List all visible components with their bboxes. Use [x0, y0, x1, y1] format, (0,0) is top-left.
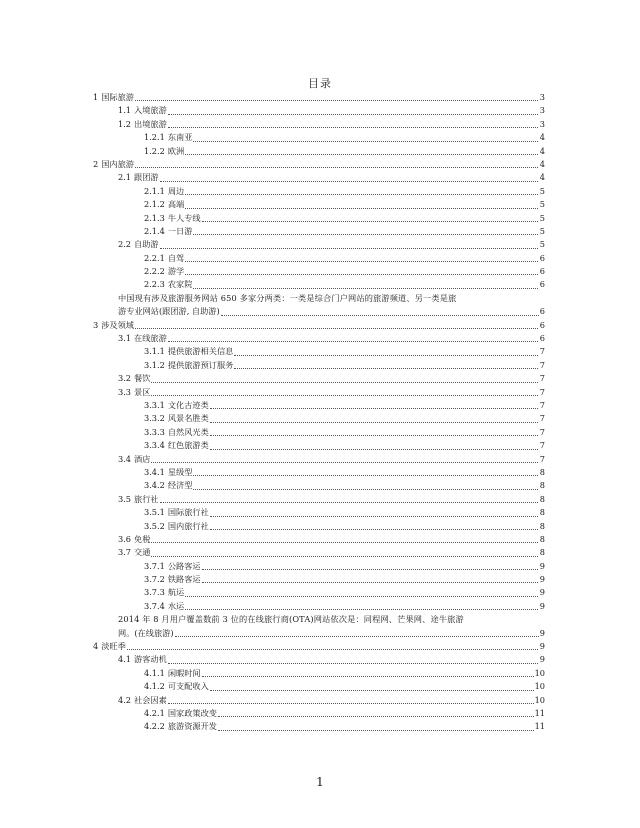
- leader-dots: [160, 502, 538, 503]
- toc-entry[interactable]: [93, 520, 545, 533]
- toc-paragraph-line: 中国现有涉及旅游服务网站 650 多家分两类：一类是综合门户网站的旅游频道、另一类是旅: [118, 292, 457, 303]
- leader-dots: [202, 569, 538, 570]
- toc-entry[interactable]: [93, 131, 545, 144]
- toc-entry[interactable]: [93, 91, 545, 104]
- leader-dots: [185, 596, 538, 597]
- toc-entry-page: 7: [539, 373, 545, 384]
- toc-entry-page: 8: [539, 493, 545, 504]
- toc-entry-text: 旅游资源开发: [167, 721, 217, 732]
- toc-entry-text: 入境旅游: [134, 105, 167, 116]
- toc-entry-page: 3: [539, 105, 545, 116]
- toc-entry-number: 3.7.3: [144, 587, 165, 598]
- toc-entry-page: 9: [539, 600, 545, 611]
- toc-entry-page: 4: [539, 158, 545, 169]
- leader-dots: [185, 208, 538, 209]
- toc-entry[interactable]: [93, 118, 545, 131]
- toc-entry[interactable]: [93, 158, 545, 171]
- toc-entry-text: 国内旅行社: [167, 520, 209, 531]
- toc-entry-number: 2: [93, 158, 99, 169]
- toc-entry-page: 10: [534, 681, 545, 692]
- leader-dots: [135, 167, 538, 168]
- toc-entry-page: 7: [539, 440, 545, 451]
- leader-dots: [151, 382, 538, 383]
- toc-entry[interactable]: [93, 600, 545, 613]
- toc-entry[interactable]: [93, 278, 545, 291]
- toc-entry-number: 3.5.2: [144, 520, 165, 531]
- toc-entry[interactable]: [93, 546, 545, 559]
- leader-dots: [218, 730, 534, 731]
- toc-entry[interactable]: [93, 573, 545, 586]
- toc-entry-number: 2.2: [118, 239, 132, 250]
- toc-entry-number: 4.2.2: [144, 721, 165, 732]
- leader-dots: [221, 315, 539, 316]
- toc-entry-page: 11: [534, 707, 545, 718]
- toc-entry-number: 4.2.1: [144, 707, 165, 718]
- toc-entry-number: 3.3.2: [144, 413, 165, 424]
- leader-dots: [210, 690, 534, 691]
- toc-entry-page: 8: [539, 507, 545, 518]
- leader-dots: [160, 181, 538, 182]
- toc-entry-number: 3.4.1: [144, 466, 165, 477]
- leader-dots: [175, 636, 539, 637]
- toc-entry-text: 免税: [134, 533, 151, 544]
- toc-entry-page: 11: [534, 721, 545, 732]
- toc-entry-text: 农家院: [167, 279, 193, 290]
- toc-entry-text: 风景名胜类: [167, 413, 209, 424]
- toc-entry-number: 3.1: [118, 333, 132, 344]
- toc-entry-number: 1.2: [118, 118, 132, 129]
- leader-dots: [151, 542, 538, 543]
- toc-entry-page: 6: [539, 252, 545, 263]
- toc-entry-number: 3.7.1: [144, 560, 165, 571]
- toc-entry-page: 6: [539, 319, 545, 330]
- toc-entry-page: 4: [539, 145, 545, 156]
- toc-entry-text: 一日游: [167, 225, 193, 236]
- toc-entry-number: 2.1.1: [144, 185, 165, 196]
- toc-paragraph-line: 2014 年 8 月用户覆盖数前 3 位的在线旅行商(OTA)网站依次是：同程网、芒果网、途牛旅游: [118, 614, 464, 625]
- leader-dots: [210, 516, 538, 517]
- toc-entry-text: 国际旅游: [101, 91, 134, 102]
- toc-entry-text: 水运: [167, 600, 185, 611]
- toc-entry-page: 5: [539, 212, 545, 223]
- toc-entry-page: 7: [539, 346, 545, 357]
- toc-entry-text: 高端: [167, 199, 185, 210]
- toc-entry-text: 周边: [167, 185, 185, 196]
- toc-entry[interactable]: [93, 386, 545, 399]
- toc-entry-page: 7: [539, 453, 545, 464]
- toc-entry[interactable]: [93, 412, 545, 425]
- leader-dots: [210, 449, 538, 450]
- toc-paragraph-entry[interactable]: [93, 613, 545, 640]
- toc-entry-page: 3: [539, 118, 545, 129]
- toc-entry-page: 9: [539, 587, 545, 598]
- leader-dots: [160, 248, 538, 249]
- toc-entry-page: 5: [539, 225, 545, 236]
- toc-entry-number: 2.2.3: [144, 279, 165, 290]
- leader-dots: [185, 274, 538, 275]
- toc-entry[interactable]: [93, 319, 545, 332]
- toc-entry-number: 3.4.2: [144, 480, 165, 491]
- toc-entry-number: 4.1.2: [144, 681, 165, 692]
- toc-entry-text: 提供旅游预订服务: [167, 359, 234, 370]
- leader-dots: [135, 100, 538, 101]
- leader-dots: [193, 234, 538, 235]
- toc-entry-number: 2.1.4: [144, 225, 165, 236]
- leader-dots: [202, 676, 534, 677]
- toc-entry-number: 4.1: [118, 654, 132, 665]
- toc-entry-page: 10: [534, 667, 545, 678]
- toc-entry-number: 3.7.4: [144, 600, 165, 611]
- leader-dots: [185, 154, 538, 155]
- toc-entry-number: 4: [93, 641, 99, 652]
- leader-dots: [185, 194, 538, 195]
- leader-dots: [151, 395, 538, 396]
- toc-entry-text: 铁路客运: [167, 574, 201, 585]
- toc-entry-text: 游客动机: [134, 654, 167, 665]
- toc-entry-number: 3.3.3: [144, 426, 165, 437]
- toc-entry[interactable]: [93, 145, 545, 158]
- toc-entry[interactable]: [93, 399, 545, 412]
- toc-entry-number: 1.2.1: [144, 132, 165, 143]
- toc-entry[interactable]: [93, 720, 545, 733]
- toc-entry-page: 6: [539, 306, 545, 317]
- leader-dots: [210, 422, 538, 423]
- toc-entry[interactable]: [93, 680, 545, 693]
- leader-dots: [193, 475, 538, 476]
- toc-entry[interactable]: [93, 426, 545, 439]
- leader-dots: [218, 716, 534, 717]
- toc-entry[interactable]: [93, 533, 545, 546]
- toc-entry[interactable]: [93, 332, 545, 345]
- toc-entry-text: 旅行社: [134, 493, 159, 504]
- toc-entry-page: 3: [539, 91, 545, 102]
- toc-entry-number: 4.2: [118, 694, 132, 705]
- table-of-contents: [93, 91, 545, 734]
- toc-entry-text: 红色旅游类: [167, 440, 209, 451]
- toc-entry-page: 4: [539, 132, 545, 143]
- toc-entry[interactable]: [93, 439, 545, 452]
- toc-entry[interactable]: [93, 372, 545, 385]
- toc-entry[interactable]: [93, 171, 545, 184]
- toc-entry-page: 5: [539, 185, 545, 196]
- toc-entry-text: 自然风光类: [167, 426, 209, 437]
- leader-dots: [151, 462, 538, 463]
- leader-dots: [127, 649, 538, 650]
- toc-entry[interactable]: [93, 466, 545, 479]
- toc-entry-page: 9: [539, 574, 545, 585]
- toc-entry-page: 8: [539, 466, 545, 477]
- leader-dots: [151, 556, 538, 557]
- leader-dots: [234, 355, 538, 356]
- toc-entry[interactable]: [93, 265, 545, 278]
- toc-entry-text: 出境旅游: [134, 118, 167, 129]
- toc-entry[interactable]: [93, 225, 545, 238]
- leader-dots: [210, 435, 538, 436]
- leader-dots: [168, 663, 538, 664]
- toc-entry-page: 7: [539, 426, 545, 437]
- leader-dots: [185, 609, 538, 610]
- leader-dots: [185, 261, 538, 262]
- leader-dots: [210, 529, 538, 530]
- toc-entry-number: 3.6: [118, 533, 132, 544]
- toc-entry-text: 自驾: [167, 252, 185, 263]
- toc-entry-page: 8: [539, 533, 545, 544]
- toc-entry-number: 2.1.3: [144, 212, 165, 223]
- toc-entry-text: 国际旅行社: [167, 507, 209, 518]
- toc-entry[interactable]: [93, 653, 545, 666]
- toc-entry-page: 9: [539, 560, 545, 571]
- toc-entry[interactable]: [93, 493, 545, 506]
- toc-entry-number: 3.4: [118, 453, 132, 464]
- toc-entry[interactable]: [93, 586, 545, 599]
- toc-entry[interactable]: [93, 185, 545, 198]
- toc-entry-page: 9: [539, 654, 545, 665]
- toc-entry-page: 9: [539, 627, 545, 638]
- toc-entry[interactable]: [93, 479, 545, 492]
- toc-entry-number: 4.1.1: [144, 667, 165, 678]
- toc-entry[interactable]: [93, 238, 545, 251]
- toc-entry-number: 2.1.2: [144, 199, 165, 210]
- toc-entry-text: 闲暇时间: [167, 667, 201, 678]
- toc-entry[interactable]: [93, 359, 545, 372]
- toc-entry-number: 2.1: [118, 172, 132, 183]
- toc-entry-text: 国家政策改变: [167, 707, 217, 718]
- toc-entry-number: 3.7: [118, 547, 132, 558]
- toc-entry-page: 7: [539, 386, 545, 397]
- toc-entry-page: 8: [539, 547, 545, 558]
- toc-entry[interactable]: [93, 252, 545, 265]
- leader-dots: [193, 489, 538, 490]
- toc-entry-text: 社会因素: [134, 694, 167, 705]
- toc-entry[interactable]: [93, 707, 545, 720]
- toc-entry[interactable]: [93, 506, 545, 519]
- toc-entry-number: 3.3: [118, 386, 132, 397]
- toc-entry-number: 2.2.1: [144, 252, 165, 263]
- toc-entry-text: 东南亚: [167, 132, 193, 143]
- leader-dots: [234, 368, 538, 369]
- toc-entry-number: 3: [93, 319, 99, 330]
- toc-entry-text: 可支配收入: [167, 681, 209, 692]
- leader-dots: [193, 288, 538, 289]
- toc-entry-page: 5: [539, 199, 545, 210]
- toc-entry-number: 3.1.1: [144, 346, 165, 357]
- toc-entry-number: 2.2.2: [144, 266, 165, 277]
- toc-entry[interactable]: [93, 694, 545, 707]
- toc-paragraph-entry[interactable]: [93, 292, 545, 319]
- toc-entry-page: 7: [539, 413, 545, 424]
- leader-dots: [202, 582, 538, 583]
- toc-entry[interactable]: [93, 198, 545, 211]
- toc-entry-text: 文化古迹类: [167, 399, 209, 410]
- leader-dots: [168, 703, 534, 704]
- toc-entry-text: 牛人专线: [167, 212, 201, 223]
- toc-entry-text: 涉及领域: [101, 319, 134, 330]
- leader-dots: [135, 328, 538, 329]
- toc-entry-text: 淡旺季: [101, 641, 126, 652]
- leader-dots: [168, 114, 538, 115]
- toc-entry-text: 餐饮: [134, 373, 151, 384]
- toc-entry-number: 1.1: [118, 105, 132, 116]
- toc-entry-number: 3.7.2: [144, 574, 165, 585]
- toc-entry-text: 在线旅游: [134, 333, 167, 344]
- toc-entry-page: 7: [539, 399, 545, 410]
- toc-entry-text: 自助游: [134, 239, 159, 250]
- toc-entry-text: 游学: [167, 266, 185, 277]
- toc-entry-text: 酒店: [134, 453, 151, 464]
- page-number: 1: [316, 775, 324, 789]
- toc-entry-number: 3.5.1: [144, 507, 165, 518]
- toc-entry-text: 国内旅游: [101, 158, 134, 169]
- toc-entry[interactable]: [93, 667, 545, 680]
- toc-entry-number: 1: [93, 91, 99, 102]
- toc-entry-page: 6: [539, 266, 545, 277]
- toc-entry-number: 3.5: [118, 493, 132, 504]
- toc-entry-text: 跟团游: [134, 172, 159, 183]
- toc-paragraph-last-line: [118, 627, 545, 640]
- toc-entry-page: 8: [539, 520, 545, 531]
- toc-paragraph-text: 游专业网站(跟团游, 自助游): [118, 306, 220, 317]
- toc-entry-text: 景区: [134, 386, 151, 397]
- toc-paragraph-text: 网。(在线旅游): [118, 627, 174, 638]
- leader-dots: [202, 221, 538, 222]
- toc-entry-number: 1.2.2: [144, 145, 165, 156]
- leader-dots: [168, 127, 538, 128]
- toc-entry[interactable]: [93, 345, 545, 358]
- toc-entry-page: 9: [539, 641, 545, 652]
- toc-entry-page: 5: [539, 239, 545, 250]
- leader-dots: [193, 141, 538, 142]
- toc-paragraph-last-line: [118, 305, 545, 318]
- toc-entry-page: 4: [539, 172, 545, 183]
- leader-dots: [210, 408, 538, 409]
- toc-entry-page: 8: [539, 480, 545, 491]
- toc-entry[interactable]: [93, 640, 545, 653]
- toc-entry-text: 提供旅游相关信息: [167, 346, 234, 357]
- toc-entry-text: 航运: [167, 587, 185, 598]
- toc-entry-page: 6: [539, 333, 545, 344]
- toc-entry-number: 3.1.2: [144, 359, 165, 370]
- toc-entry[interactable]: [93, 104, 545, 117]
- toc-entry-text: 星级型: [167, 466, 193, 477]
- toc-entry-number: 3.3.4: [144, 440, 165, 451]
- toc-entry-page: 10: [534, 694, 545, 705]
- toc-title: 目录: [308, 77, 332, 90]
- toc-entry-page: 6: [539, 279, 545, 290]
- toc-entry[interactable]: [93, 453, 545, 466]
- toc-entry[interactable]: [93, 212, 545, 225]
- toc-entry-text: 交通: [134, 547, 151, 558]
- toc-entry-text: 经济型: [167, 480, 193, 491]
- toc-entry[interactable]: [93, 560, 545, 573]
- toc-entry-number: 3.3.1: [144, 399, 165, 410]
- toc-entry-text: 欧洲: [167, 145, 185, 156]
- toc-entry-text: 公路客运: [167, 560, 201, 571]
- leader-dots: [168, 341, 538, 342]
- toc-entry-page: 7: [539, 359, 545, 370]
- toc-entry-number: 3.2: [118, 373, 132, 384]
